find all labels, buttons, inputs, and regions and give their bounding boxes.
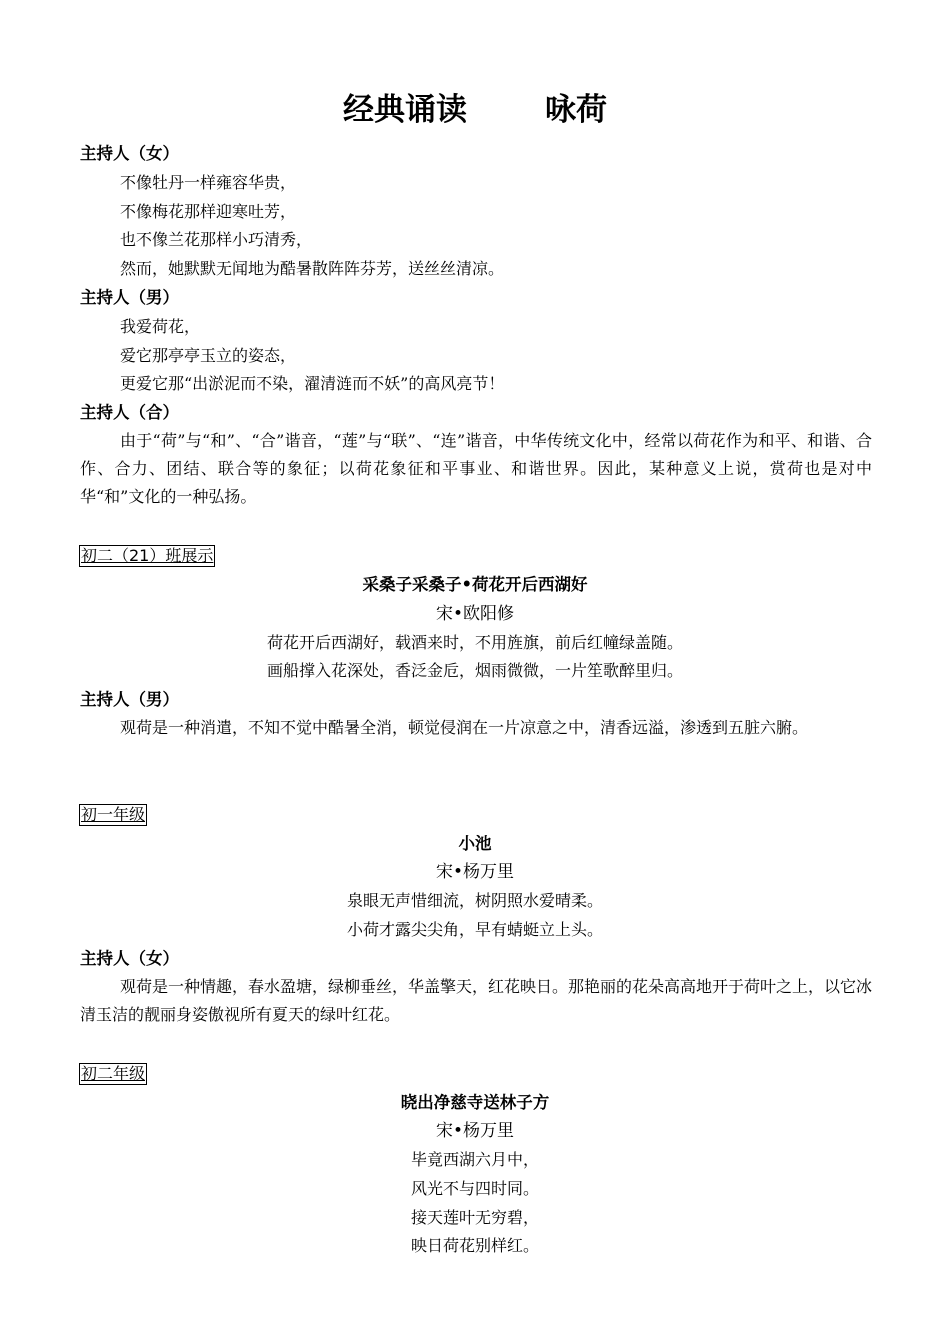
intro-male-line-3: 更爱它那“出淤泥而不染，濯清涟而不妖”的高风亮节！ [120, 374, 505, 393]
class-label-3: 初二年级 [81, 1064, 146, 1083]
poem-author-3: 宋•杨万里 [435, 1121, 515, 1141]
intro-male-line-1: 我爱荷花， [120, 317, 201, 336]
poem-author-1: 宋•欧阳修 [435, 604, 515, 624]
poem-title-1: 采桑子采桑子•荷花开后西湖好 [362, 575, 588, 594]
intro-female-line-1: 不像牡丹一样雍容华贵， [120, 173, 297, 192]
speaker-female-2: 主持人（女） [80, 949, 179, 968]
poem-author-2: 宋•杨万里 [435, 862, 515, 882]
intro-female-line-3: 也不像兰花那样小巧清秀， [120, 230, 313, 249]
speaker-male-2: 主持人（男） [80, 690, 179, 709]
poem-title-2: 小池 [458, 834, 492, 853]
poem-2-line-2: 小荷才露尖尖角，早有蜻蜓立上头。 [346, 920, 603, 939]
poem-1-line-1: 荷花开后西湖好，载酒来时，不用旌旗，前后红幢绿盖随。 [266, 633, 683, 652]
intro-male-line-2: 爱它那亭亭玉立的姿态， [120, 346, 297, 365]
title-part-2: 咏荷 [545, 92, 607, 128]
host-paragraph-2: 观荷是一种情趣，春水盈塘，绿柳垂丝，华盖擎天，红花映日。那艳丽的花朵高高地开于荷叶之上，以它冰清玉洁的靓丽身姿傲视所有夏天的绿叶红花。 [80, 977, 873, 1024]
class-label-2: 初一年级 [81, 805, 146, 824]
poem-3-line-1: 毕竟西湖六月中， [410, 1150, 539, 1169]
title-part-1: 经典诵读 [343, 92, 467, 128]
poem-title-3: 晓出净慈寺送林子方 [400, 1093, 550, 1112]
page-title [0, 88, 950, 132]
poem-1-line-2: 画船撑入花深处，香泛金卮，烟雨微微，一片笙歌醉里归。 [266, 661, 683, 680]
poem-2-line-1: 泉眼无声惜细流，树阴照水爱晴柔。 [346, 891, 603, 910]
poem-3-line-4: 映日荷花别样红。 [410, 1236, 539, 1255]
host-paragraph-1: 观荷是一种消遣，不知不觉中酷暑全消，顿觉侵润在一片凉意之中，清香远溢，渗透到五脏六腑。 [120, 718, 809, 737]
intro-together-paragraph: 由于“荷”与“和”、“合”谐音，“莲”与“联”、“连”谐音，中华传统文化中，经常以荷花作为和平、和谐、合作、合力、团结、联合等的象征；以荷花象征和平事业、和谐世界。因此，某种意义上说，赏荷也是对中华“和”文化的一种弘扬。 [80, 431, 872, 506]
intro-female-line-4: 然而，她默默无闻地为酷暑散阵阵芬芳，送丝丝清凉。 [120, 259, 505, 278]
speaker-female: 主持人（女） [80, 144, 179, 163]
class-label-1: 初二（21）班展示 [81, 546, 214, 565]
poem-3-line-3: 接天莲叶无穷碧， [410, 1208, 539, 1227]
speaker-together: 主持人（合） [80, 403, 179, 422]
intro-female-line-2: 不像梅花那样迎寒吐芳， [120, 202, 297, 221]
poem-3-line-2: 风光不与四时同。 [410, 1179, 539, 1198]
speaker-male: 主持人（男） [80, 288, 179, 307]
